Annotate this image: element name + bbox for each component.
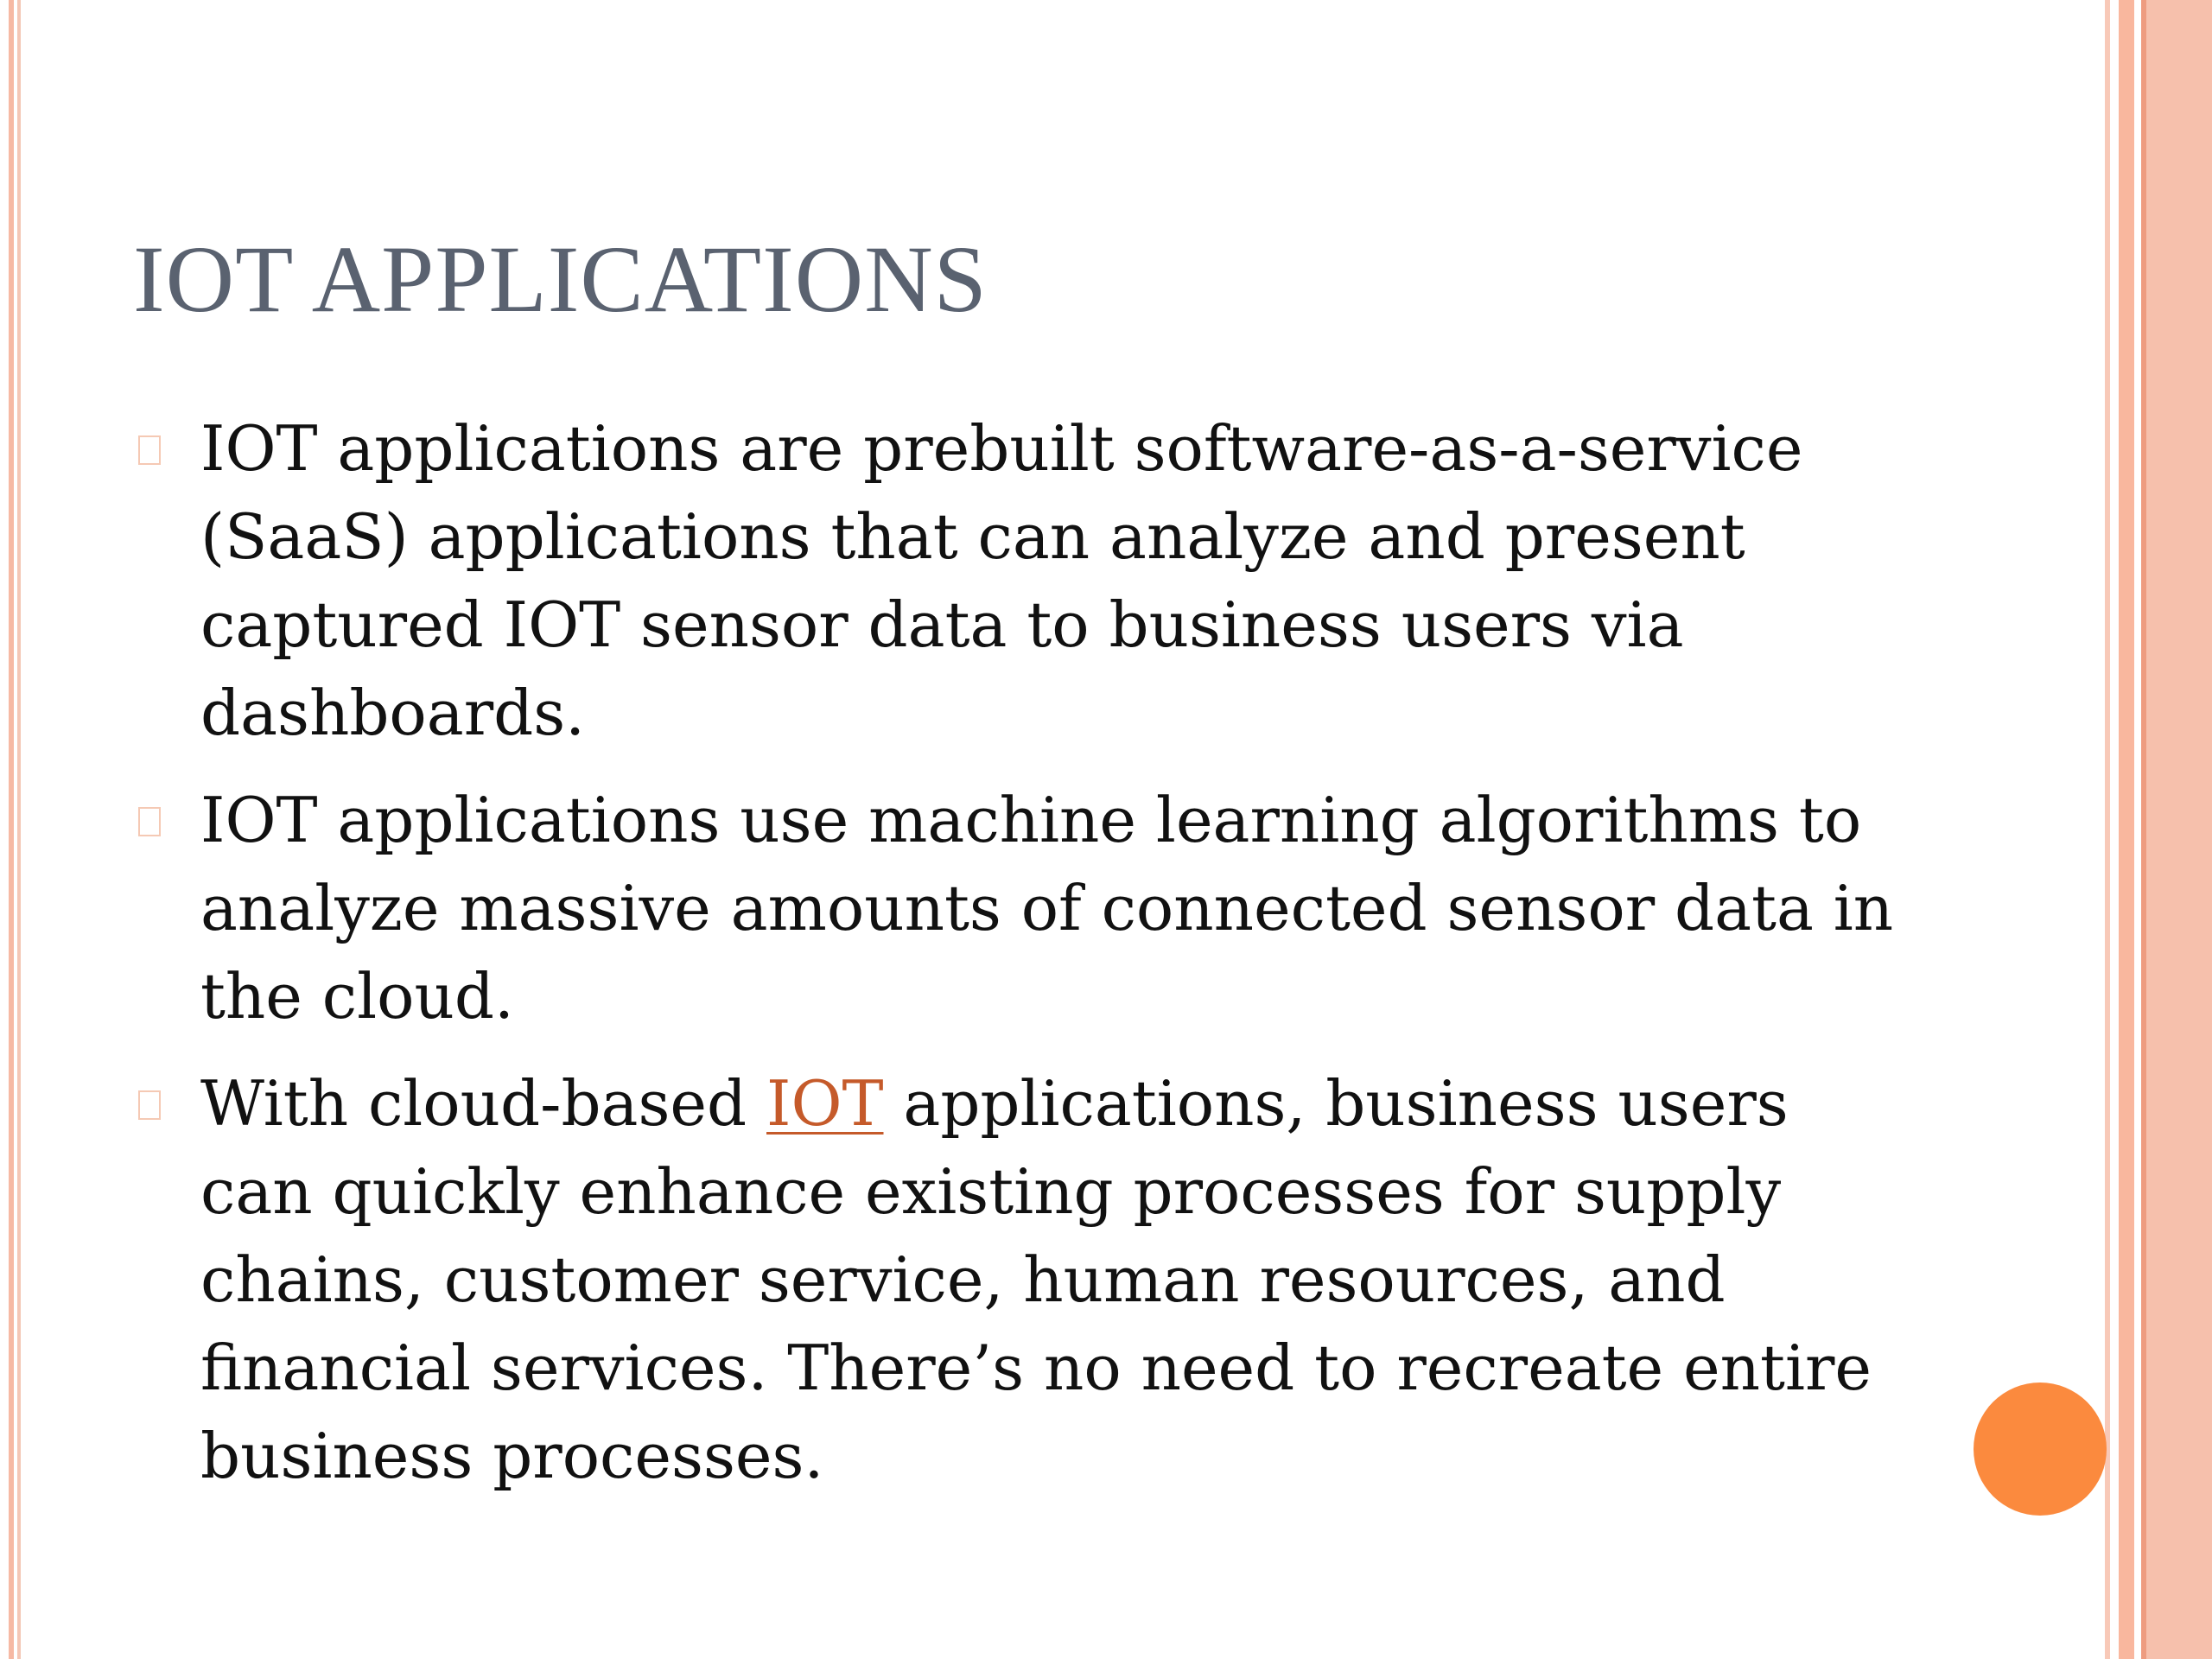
bullet-text: IOT applications use machine learning algorithms to analyze massive amounts of connected sensor data in the cloud. (200, 784, 1894, 1033)
bullet-text-before-link: With cloud-based (200, 1067, 766, 1140)
square-bullet-icon (138, 435, 161, 465)
slide-title: IOT APPLICATIONS (133, 226, 988, 332)
right-border-line (2141, 0, 2146, 1659)
bullet-list (133, 404, 1913, 1519)
iot-link[interactable]: IOT (766, 1067, 884, 1140)
orange-circle-decoration (1974, 1382, 2107, 1516)
left-decorative-border (0, 0, 24, 1659)
square-bullet-icon (138, 1090, 161, 1120)
bullet-text-after-link: applications, business users can quickly enhance existing processes for supply chains, customer service, human resources, and financial services. There’s no need to recreate entire business processes. (200, 1067, 1872, 1492)
bullet-text (200, 1059, 1913, 1500)
bullet-item (133, 776, 1913, 1040)
square-bullet-icon (138, 807, 161, 836)
bullet-item (133, 1059, 1913, 1500)
right-decorative-border (2105, 0, 2212, 1659)
bullet-item (133, 404, 1913, 757)
bullet-text: IOT applications are prebuilt software-as-a-service (SaaS) applications that can analyze and present captured IOT sensor data to business users via dashboards. (200, 412, 1803, 749)
